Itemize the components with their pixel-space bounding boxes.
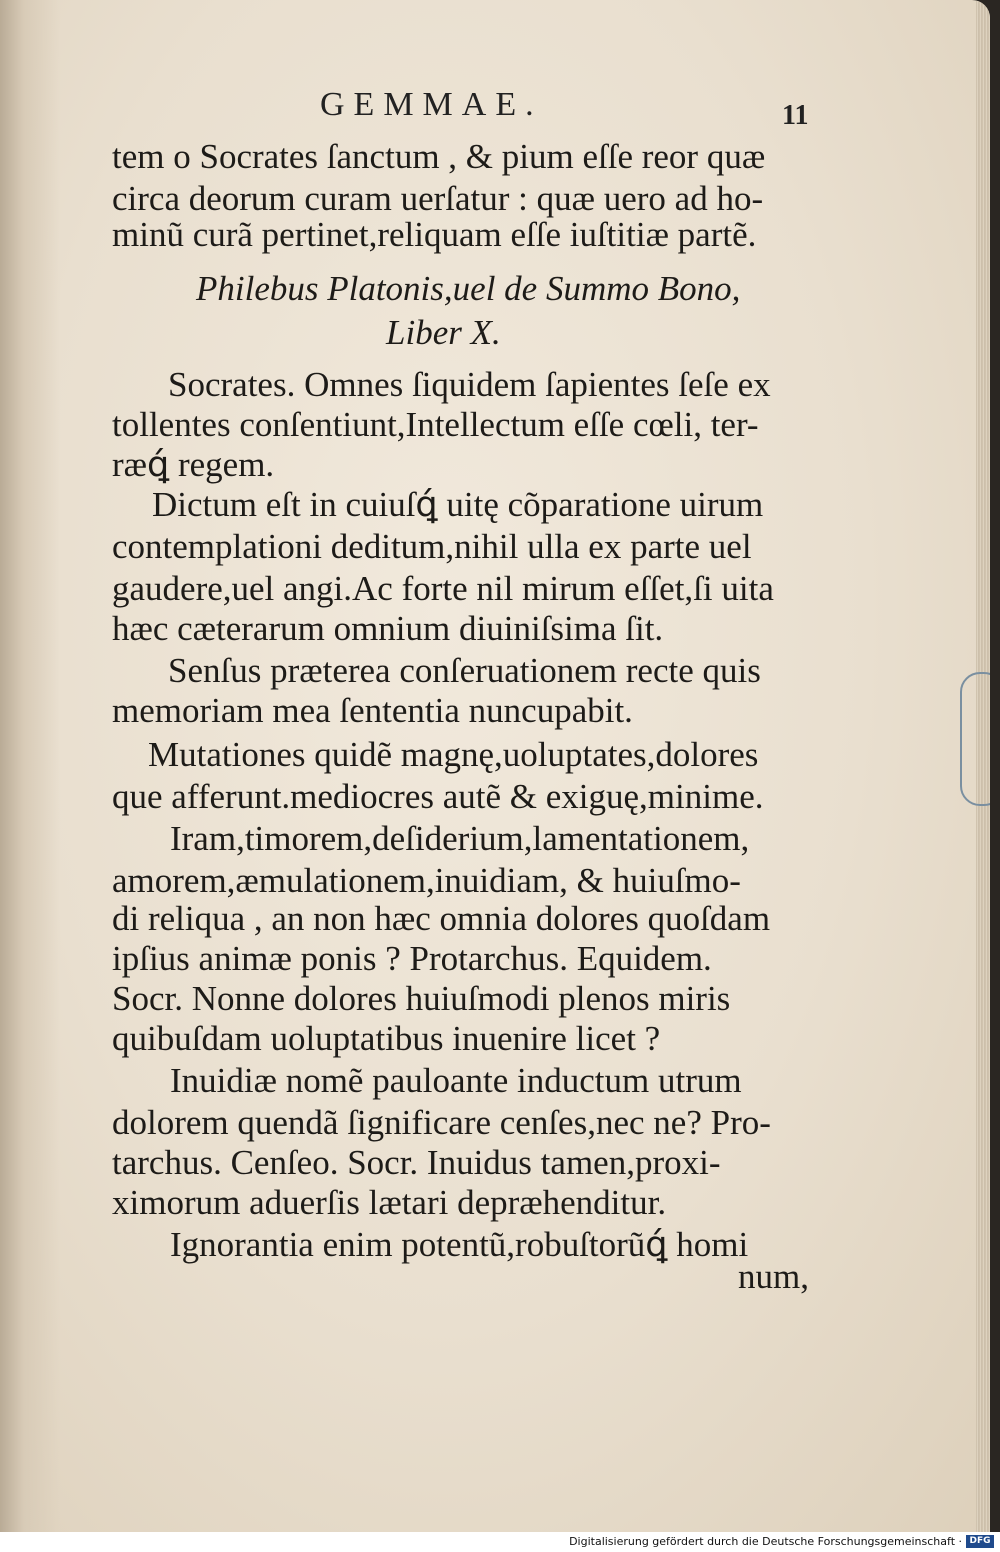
text-line: circa deorum curam uerſatur : quæ uero ad ho- [112,179,764,218]
catchword: num, [738,1257,809,1296]
book-number: Liber X. [386,313,501,352]
text-line: gaudere,uel angi.Ac forte nil mirum eſſet,ſi uita [112,569,774,608]
text-line: dolorem quendã ſignificare cenſes,nec ne? Pro- [112,1103,771,1142]
text-line: Socr. Nonne dolores huiuſmodi plenos miris [112,979,731,1018]
text-line: amorem,æmulationem,inuidiam, & huiuſmo- [112,861,741,900]
bookmark-tab [960,672,990,806]
text-line: Socrates. Omnes ſiquidem ſapientes ſeſe ex [168,365,771,404]
footer-bar [0,1532,1000,1552]
text-line: hæc cæterarum omnium diuiniſsima ſit. [112,609,664,648]
funding-credit: Digitalisierung gefördert durch die Deutsche Forschungsgemeinschaft · [569,1535,962,1548]
text-line: Ignorantia enim potentũ,robuſtorũꝗ́ homi [170,1225,749,1264]
text-line: ximorum aduerſis lætari depræhenditur. [112,1183,667,1222]
text-line: Dictum eſt in cuiuſꝗ́ uitę cõparatione uirum [152,485,764,524]
section-title: Philebus Platonis,uel de Summo Bono, [196,269,741,308]
text-line: Mutationes quidẽ magnę,uoluptates,dolores [148,735,759,774]
text-line: ræꝗ́ regem. [112,445,275,484]
text-line: di reliqua , an non hæc omnia dolores quoſdam [112,899,771,938]
text-line: memoriam mea ſententia nuncupabit. [112,691,633,730]
text-line: Senſus præterea conſeruationem recte quis [168,651,761,690]
running-title: GEMMAE. [320,86,543,123]
text-line: que afferunt.mediocres autẽ & exiguę,minime. [112,777,764,816]
text-line: Inuidiæ nomẽ pauloante inductum utrum [170,1061,742,1100]
page-number: 11 [782,100,809,131]
text-line: quibuſdam uoluptatibus inuenire licet ? [112,1019,661,1058]
page-gutter-shadow [0,0,60,1532]
text-line: Iram,timorem,deſiderium,lamentationem, [170,819,750,858]
text-line: tollentes conſentiunt,Intellectum eſſe cœli, ter- [112,405,759,444]
text-line: contemplationi deditum,nihil ulla ex parte uel [112,527,752,566]
text-line: ipſius animæ ponis ? Protarchus. Equidem. [112,939,712,978]
text-line: tarchus. Cenſeo. Socr. Inuidus tamen,proxi- [112,1143,721,1182]
dfg-logo: DFG [966,1535,994,1548]
text-line: minũ curã pertinet,reliquam eſſe iuſtitiæ partẽ. [112,215,757,254]
text-line: tem o Socrates ſanctum , & pium eſſe reor quæ [112,137,766,176]
